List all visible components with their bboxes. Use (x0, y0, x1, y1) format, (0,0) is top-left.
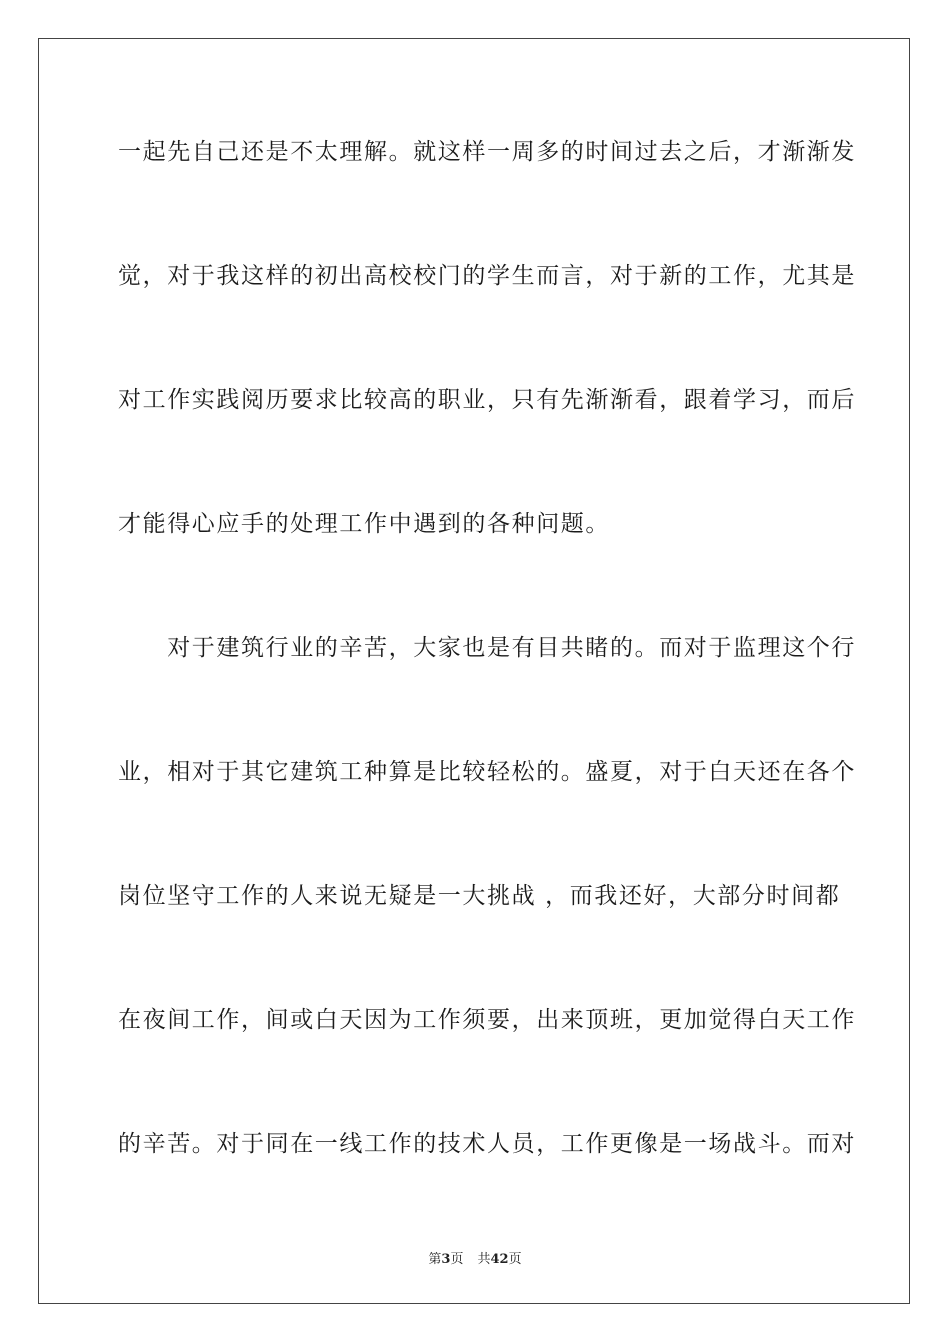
body-text-line: 对于建筑行业的辛苦，大家也是有目共睹的。而对于监理这个行 (118, 635, 856, 661)
page-footer (0, 1248, 950, 1267)
page-suffix: 页 (450, 1252, 464, 1267)
body-text-line: 觉，对于我这样的初出高校校门的学生而言，对于新的工作，尤其是 (118, 263, 856, 289)
page-border (38, 38, 910, 1304)
body-text-line: 业，相对于其它建筑工种算是比较轻松的。盛夏，对于白天还在各个 (118, 759, 856, 785)
body-text-line: 才能得心应手的处理工作中遇到的各种问题。 (118, 511, 610, 537)
body-text-line: 一起先自己还是不太理解。就这样一周多的时间过去之后，才渐渐发 (118, 139, 856, 165)
body-text-line: 岗位坚守工作的人来说无疑是一大挑战 ，而我还好，大部分时间都 (118, 883, 841, 909)
body-text-line: 对工作实践阅历要求比较高的职业，只有先渐渐看，跟着学习，而后 (118, 387, 856, 413)
body-text-line: 在夜间工作，间或白天因为工作须要，出来顶班，更加觉得白天工作 (118, 1007, 856, 1033)
page-number: 3 (441, 1252, 451, 1267)
body-text-line: 的辛苦。对于同在一线工作的技术人员，工作更像是一场战斗。而对 (118, 1131, 856, 1157)
total-prefix: 共 (477, 1252, 491, 1267)
total-pages: 42 (490, 1252, 509, 1267)
page-prefix: 第 (428, 1252, 442, 1267)
total-suffix: 页 (508, 1252, 522, 1267)
